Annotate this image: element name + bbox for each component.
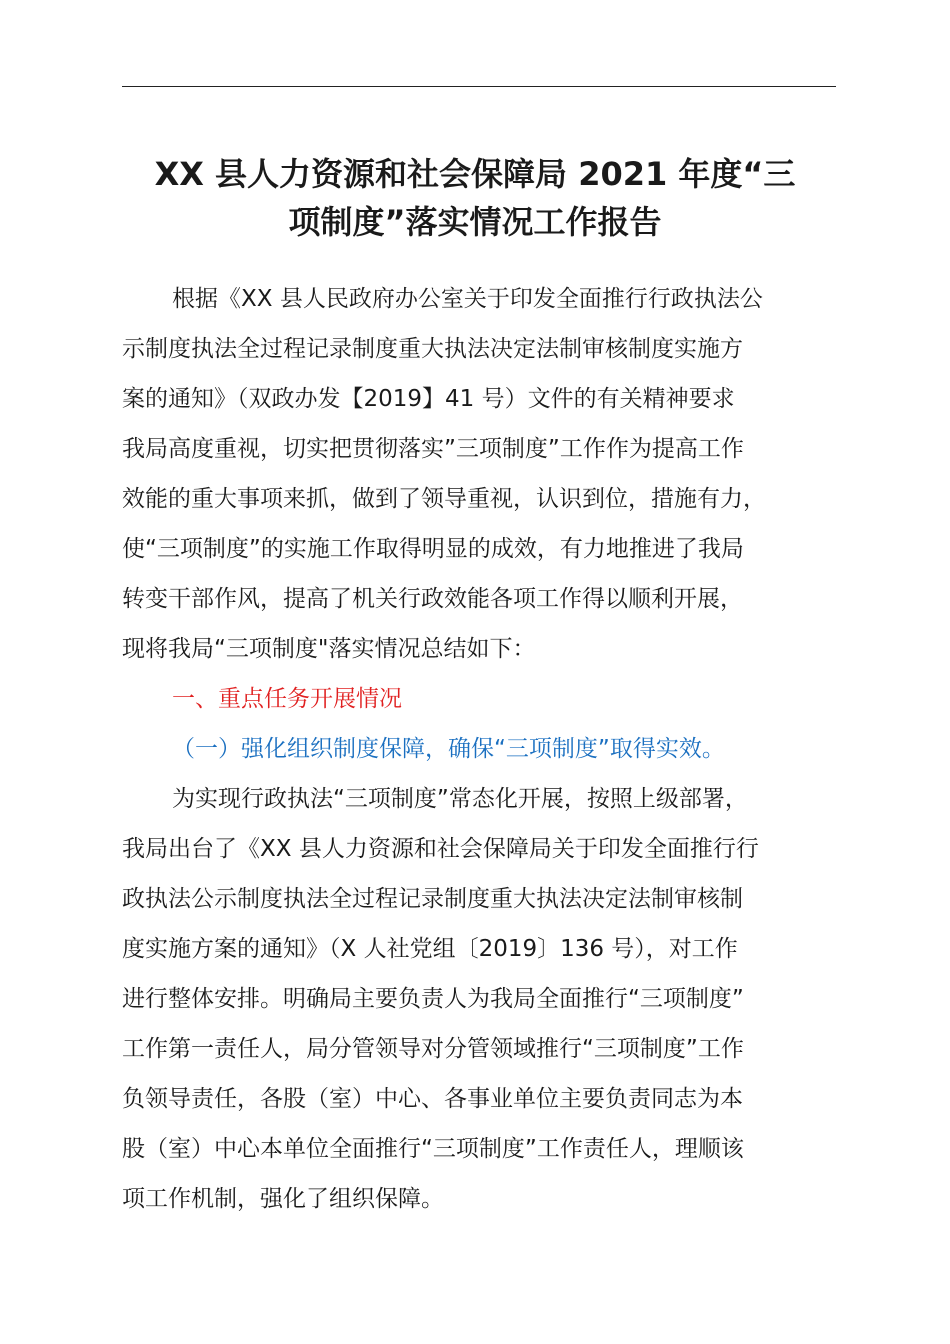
paragraph-line: 根据《XX 县人民政府办公室关于印发全面推行行政执法公 xyxy=(172,286,763,312)
subsection-heading: （一）强化组织制度保障，确保“三项制度”取得实效。 xyxy=(172,736,725,762)
paragraph-line: 效能的重大事项来抓，做到了领导重视，认识到位，措施有力， xyxy=(122,486,766,512)
paragraph-line: 度实施方案的通知》（X 人社党组〔2019〕136 号），对工作 xyxy=(122,936,738,962)
paragraph-line: 现将我局“三项制度"落实情况总结如下： xyxy=(122,636,536,662)
paragraph-line: 转变干部作风，提高了机关行政效能各项工作得以顺利开展， xyxy=(122,586,743,612)
paragraph-line: 工作第一责任人，局分管领导对分管领域推行“三项制度”工作 xyxy=(122,1036,744,1062)
paragraph-line: 使“三项制度”的实施工作取得明显的成效，有力地推进了我局 xyxy=(122,536,744,562)
section-heading: 一、重点任务开展情况 xyxy=(172,686,402,712)
paragraph-line: 进行整体安排。明确局主要负责人为我局全面推行“三项制度” xyxy=(122,986,744,1012)
paragraph-line: 案的通知》（双政办发【2019】41 号）文件的有关精神要求 xyxy=(122,386,735,412)
header-rule xyxy=(122,86,836,87)
paragraph-line: 股（室）中心本单位全面推行“三项制度”工作责任人，理顺该 xyxy=(122,1136,744,1162)
document-title-line-1: XX 县人力资源和社会保障局 2021 年度“三 xyxy=(154,155,796,193)
paragraph-line: 项工作机制，强化了组织保障。 xyxy=(122,1186,444,1212)
paragraph-line: 为实现行政执法“三项制度”常态化开展，按照上级部署， xyxy=(172,786,748,812)
paragraph-line: 政执法公示制度执法全过程记录制度重大执法决定法制审核制 xyxy=(122,886,743,912)
paragraph-line: 我局出台了《XX 县人力资源和社会保障局关于印发全面推行行 xyxy=(122,836,759,862)
paragraph-line: 示制度执法全过程记录制度重大执法决定法制审核制度实施方 xyxy=(122,336,743,362)
document-title-line-2: 项制度”落实情况工作报告 xyxy=(288,203,662,241)
paragraph-line: 我局高度重视，切实把贯彻落实”三项制度”工作作为提高工作 xyxy=(122,436,744,462)
paragraph-line: 负领导责任，各股（室）中心、各事业单位主要负责同志为本 xyxy=(122,1086,743,1112)
